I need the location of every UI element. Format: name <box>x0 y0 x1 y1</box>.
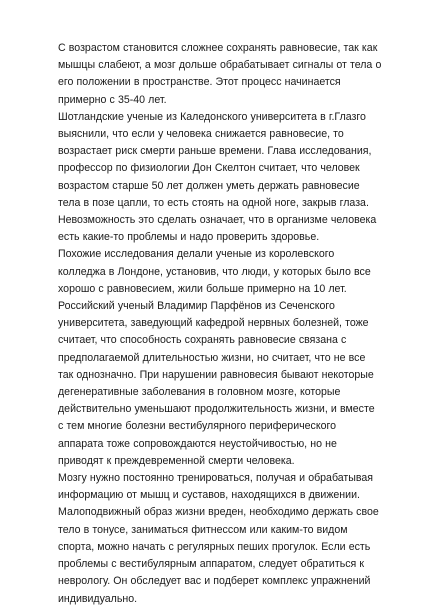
paragraph-london-study: Похожие исследования делали ученые из королевского колледжа в Лондоне, установив, что люди, у которых было все хорошо с равновесием, жили больше примерно на 10 лет. Российский ученый Владимир Парфёнов из Сеченского университета, заведующий кафедрой нервных болезней, тоже считает, что способность сохранять равновесие связана с предполагаемой длительностью жизни, но считает, что не все так однозначно. При нарушении равновесия бывают некоторые дегенеративные заболевания в головном мозге, которые действительно уменьшают продолжительность жизни, и вместе с тем многие болезни вестибулярного периферического аппарата тоже сопровождаются неустойчивостью, но не приводят к преждевременной смерти человека. <box>58 248 375 467</box>
paragraph-aging-balance: С возрастом становится сложнее сохранять равновесие, так как мышцы слабеют, а мозг дольше обрабатывает сигналы от тела о его положении в пространстве. Этот процесс начинается примерно с 35-40 лет. <box>58 42 382 106</box>
article-body <box>58 40 382 608</box>
paragraph-brain-training: Мозгу нужно постоянно тренироваться, получая и обрабатывая информацию от мышц и суставов, находящихся в движении. Малоподвижный образ жизни вреден, необходимо держать свое тело в тонусе, заниматься фитнессом или каким-то видом спорта, можно начать с регулярных пеших прогулок. Если есть проблемы с вестибулярным аппаратом, следует обратиться к неврологу. Он обследует вас и подберет комплекс упражнений индивидуально. <box>58 472 379 605</box>
paragraph-scottish-study: Шотландские ученые из Каледонского университета в г.Глазго выяснили, что если у человека снижается равновесие, то возрастает риск смерти раньше времени. Глава исследования, профессор по физиологии Дон Скелтон считает, что человек возрастом старше 50 лет должен уметь держать равновесие тела в позе цапли, то есть стоять на одной ноге, закрыв глаза. Невозможность это сделать означает, что в организме человека есть какие-то проблемы и надо проверить здоровье. <box>58 110 377 244</box>
